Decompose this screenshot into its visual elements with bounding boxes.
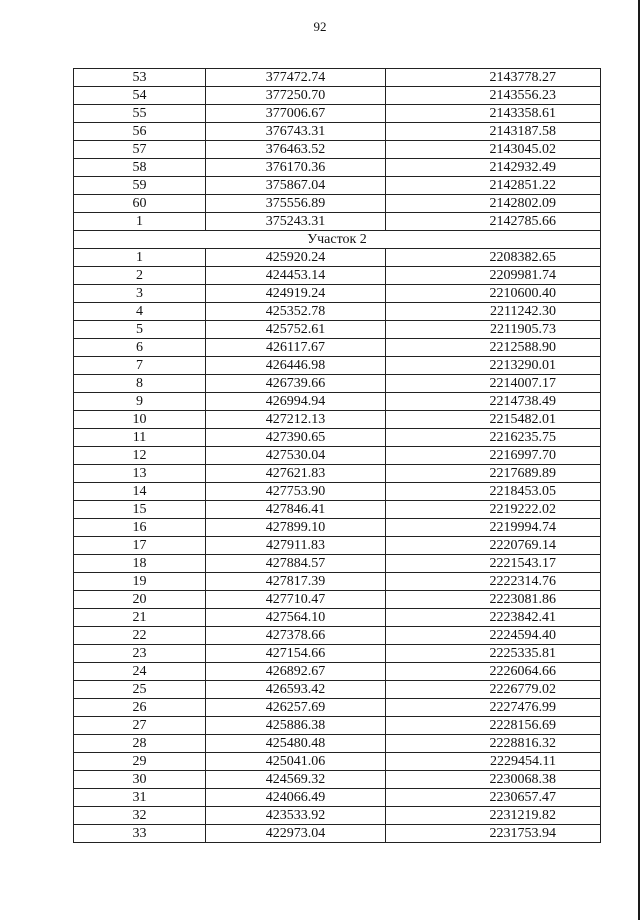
table-row: [74, 249, 601, 267]
point-number-cell: 54: [74, 87, 206, 105]
x-coordinate-cell: 425480.48: [206, 735, 386, 753]
point-number-cell: 13: [74, 465, 206, 483]
y-coordinate-cell: 2222314.76: [386, 573, 601, 591]
y-coordinate-cell: 2214007.17: [386, 375, 601, 393]
y-coordinate-cell: 2214738.49: [386, 393, 601, 411]
y-coordinate-cell: 2218453.05: [386, 483, 601, 501]
table-row: [74, 645, 601, 663]
point-number-cell: 21: [74, 609, 206, 627]
x-coordinate-cell: 426117.67: [206, 339, 386, 357]
table-row: [74, 789, 601, 807]
table-row: [74, 753, 601, 771]
point-number-cell: 12: [74, 447, 206, 465]
x-coordinate-cell: 375243.31: [206, 213, 386, 231]
table-row: [74, 735, 601, 753]
x-coordinate-cell: 425352.78: [206, 303, 386, 321]
x-coordinate-cell: 426994.94: [206, 393, 386, 411]
table-row: [74, 537, 601, 555]
point-number-cell: 58: [74, 159, 206, 177]
point-number-cell: 20: [74, 591, 206, 609]
point-number-cell: 26: [74, 699, 206, 717]
table-row: [74, 213, 601, 231]
x-coordinate-cell: 377006.67: [206, 105, 386, 123]
table-row: [74, 519, 601, 537]
y-coordinate-cell: 2219222.02: [386, 501, 601, 519]
point-number-cell: 33: [74, 825, 206, 843]
x-coordinate-cell: 376743.31: [206, 123, 386, 141]
point-number-cell: 17: [74, 537, 206, 555]
table-row: [74, 159, 601, 177]
x-coordinate-cell: 424066.49: [206, 789, 386, 807]
y-coordinate-cell: 2142802.09: [386, 195, 601, 213]
point-number-cell: 3: [74, 285, 206, 303]
y-coordinate-cell: 2143045.02: [386, 141, 601, 159]
x-coordinate-cell: 423533.92: [206, 807, 386, 825]
table-row: [74, 609, 601, 627]
x-coordinate-cell: 377250.70: [206, 87, 386, 105]
table-row: [74, 663, 601, 681]
y-coordinate-cell: 2219994.74: [386, 519, 601, 537]
x-coordinate-cell: 422973.04: [206, 825, 386, 843]
point-number-cell: 6: [74, 339, 206, 357]
x-coordinate-cell: 426739.66: [206, 375, 386, 393]
section-title: Участок 2: [74, 231, 601, 249]
y-coordinate-cell: 2142851.22: [386, 177, 601, 195]
point-number-cell: 57: [74, 141, 206, 159]
y-coordinate-cell: 2226064.66: [386, 663, 601, 681]
point-number-cell: 28: [74, 735, 206, 753]
table-row: [74, 141, 601, 159]
point-number-cell: 55: [74, 105, 206, 123]
x-coordinate-cell: 427710.47: [206, 591, 386, 609]
point-number-cell: 15: [74, 501, 206, 519]
table-row: [74, 87, 601, 105]
y-coordinate-cell: 2220769.14: [386, 537, 601, 555]
x-coordinate-cell: 427911.83: [206, 537, 386, 555]
x-coordinate-cell: 427378.66: [206, 627, 386, 645]
table-row: [74, 321, 601, 339]
y-coordinate-cell: 2217689.89: [386, 465, 601, 483]
point-number-cell: 11: [74, 429, 206, 447]
y-coordinate-cell: 2223842.41: [386, 609, 601, 627]
x-coordinate-cell: 376170.36: [206, 159, 386, 177]
table-row: [74, 303, 601, 321]
point-number-cell: 25: [74, 681, 206, 699]
point-number-cell: 59: [74, 177, 206, 195]
x-coordinate-cell: 426892.67: [206, 663, 386, 681]
point-number-cell: 1: [74, 213, 206, 231]
x-coordinate-cell: 427154.66: [206, 645, 386, 663]
table-row: [74, 69, 601, 87]
y-coordinate-cell: 2208382.65: [386, 249, 601, 267]
y-coordinate-cell: 2142932.49: [386, 159, 601, 177]
y-coordinate-cell: 2227476.99: [386, 699, 601, 717]
y-coordinate-cell: 2223081.86: [386, 591, 601, 609]
section-header-row: [74, 231, 601, 249]
table-row: [74, 285, 601, 303]
point-number-cell: 4: [74, 303, 206, 321]
y-coordinate-cell: 2225335.81: [386, 645, 601, 663]
table-row: [74, 555, 601, 573]
table-row: [74, 393, 601, 411]
table-row: [74, 627, 601, 645]
x-coordinate-cell: 427884.57: [206, 555, 386, 573]
y-coordinate-cell: 2143778.27: [386, 69, 601, 87]
y-coordinate-cell: 2215482.01: [386, 411, 601, 429]
y-coordinate-cell: 2209981.74: [386, 267, 601, 285]
y-coordinate-cell: 2216235.75: [386, 429, 601, 447]
point-number-cell: 19: [74, 573, 206, 591]
y-coordinate-cell: 2228156.69: [386, 717, 601, 735]
table-row: [74, 375, 601, 393]
table-row: [74, 717, 601, 735]
table-row: [74, 807, 601, 825]
table-row: [74, 591, 601, 609]
point-number-cell: 9: [74, 393, 206, 411]
point-number-cell: 5: [74, 321, 206, 339]
x-coordinate-cell: 425886.38: [206, 717, 386, 735]
point-number-cell: 31: [74, 789, 206, 807]
table-row: [74, 573, 601, 591]
x-coordinate-cell: 427621.83: [206, 465, 386, 483]
point-number-cell: 24: [74, 663, 206, 681]
point-number-cell: 1: [74, 249, 206, 267]
table-row: [74, 483, 601, 501]
x-coordinate-cell: 424569.32: [206, 771, 386, 789]
x-coordinate-cell: 427390.65: [206, 429, 386, 447]
table-row: [74, 177, 601, 195]
point-number-cell: 32: [74, 807, 206, 825]
x-coordinate-cell: 427753.90: [206, 483, 386, 501]
point-number-cell: 29: [74, 753, 206, 771]
x-coordinate-cell: 424919.24: [206, 285, 386, 303]
point-number-cell: 14: [74, 483, 206, 501]
table-row: [74, 681, 601, 699]
y-coordinate-cell: 2216997.70: [386, 447, 601, 465]
x-coordinate-cell: 377472.74: [206, 69, 386, 87]
table-row: [74, 429, 601, 447]
point-number-cell: 23: [74, 645, 206, 663]
x-coordinate-cell: 375556.89: [206, 195, 386, 213]
coordinates-table: [73, 68, 601, 843]
page-number: 92: [313, 19, 327, 34]
point-number-cell: 56: [74, 123, 206, 141]
x-coordinate-cell: 425041.06: [206, 753, 386, 771]
table-row: [74, 501, 601, 519]
point-number-cell: 18: [74, 555, 206, 573]
table-row: [74, 825, 601, 843]
point-number-cell: 53: [74, 69, 206, 87]
y-coordinate-cell: 2230657.47: [386, 789, 601, 807]
y-coordinate-cell: 2224594.40: [386, 627, 601, 645]
table-row: [74, 771, 601, 789]
x-coordinate-cell: 424453.14: [206, 267, 386, 285]
table-row: [74, 411, 601, 429]
point-number-cell: 27: [74, 717, 206, 735]
table-row: [74, 105, 601, 123]
point-number-cell: 10: [74, 411, 206, 429]
y-coordinate-cell: 2213290.01: [386, 357, 601, 375]
y-coordinate-cell: 2211905.73: [386, 321, 601, 339]
table-row: [74, 699, 601, 717]
x-coordinate-cell: 376463.52: [206, 141, 386, 159]
x-coordinate-cell: 426446.98: [206, 357, 386, 375]
y-coordinate-cell: 2229454.11: [386, 753, 601, 771]
x-coordinate-cell: 427817.39: [206, 573, 386, 591]
y-coordinate-cell: 2211242.30: [386, 303, 601, 321]
x-coordinate-cell: 427846.41: [206, 501, 386, 519]
x-coordinate-cell: 427530.04: [206, 447, 386, 465]
y-coordinate-cell: 2228816.32: [386, 735, 601, 753]
y-coordinate-cell: 2143358.61: [386, 105, 601, 123]
point-number-cell: 16: [74, 519, 206, 537]
x-coordinate-cell: 425920.24: [206, 249, 386, 267]
point-number-cell: 22: [74, 627, 206, 645]
x-coordinate-cell: 427212.13: [206, 411, 386, 429]
y-coordinate-cell: 2230068.38: [386, 771, 601, 789]
x-coordinate-cell: 426257.69: [206, 699, 386, 717]
coordinates-table-body: [74, 69, 601, 843]
y-coordinate-cell: 2143556.23: [386, 87, 601, 105]
y-coordinate-cell: 2231753.94: [386, 825, 601, 843]
point-number-cell: 60: [74, 195, 206, 213]
x-coordinate-cell: 426593.42: [206, 681, 386, 699]
y-coordinate-cell: 2143187.58: [386, 123, 601, 141]
table-row: [74, 447, 601, 465]
x-coordinate-cell: 427899.10: [206, 519, 386, 537]
table-row: [74, 267, 601, 285]
table-row: [74, 123, 601, 141]
x-coordinate-cell: 425752.61: [206, 321, 386, 339]
y-coordinate-cell: 2231219.82: [386, 807, 601, 825]
x-coordinate-cell: 375867.04: [206, 177, 386, 195]
y-coordinate-cell: 2212588.90: [386, 339, 601, 357]
point-number-cell: 7: [74, 357, 206, 375]
y-coordinate-cell: 2210600.40: [386, 285, 601, 303]
table-row: [74, 339, 601, 357]
table-row: [74, 195, 601, 213]
table-row: [74, 357, 601, 375]
x-coordinate-cell: 427564.10: [206, 609, 386, 627]
table-row: [74, 465, 601, 483]
y-coordinate-cell: 2226779.02: [386, 681, 601, 699]
point-number-cell: 8: [74, 375, 206, 393]
point-number-cell: 30: [74, 771, 206, 789]
point-number-cell: 2: [74, 267, 206, 285]
y-coordinate-cell: 2221543.17: [386, 555, 601, 573]
y-coordinate-cell: 2142785.66: [386, 213, 601, 231]
